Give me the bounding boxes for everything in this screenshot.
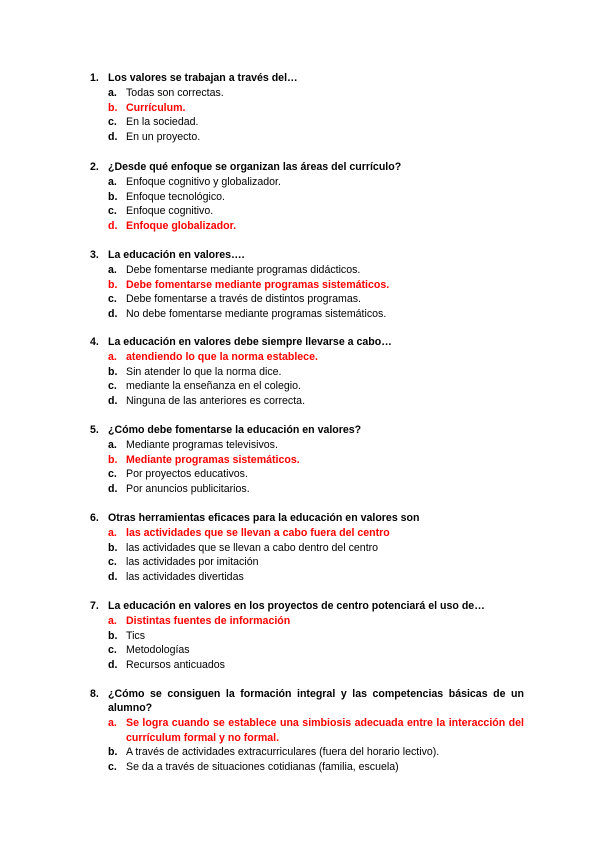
question-2 bbox=[90, 160, 524, 233]
option-a: a. Debe fomentarse mediante programas didácticos. bbox=[108, 264, 361, 276]
option-d-correct: d. Enfoque globalizador. bbox=[108, 219, 237, 232]
option-d: d. No debe fomentarse mediante programas sistemáticos. bbox=[108, 307, 387, 320]
option-list bbox=[90, 350, 524, 408]
question-4 bbox=[90, 335, 524, 408]
question-number: 7. bbox=[90, 600, 99, 612]
question-5 bbox=[90, 423, 524, 496]
question-text: La educación en valores debe siempre llevarse a cabo… bbox=[108, 336, 392, 348]
option-list bbox=[90, 438, 524, 496]
option-a: a. Enfoque cognitivo y globalizador. bbox=[108, 176, 281, 188]
option-a-correct: a. atendiendo lo que la norma establece. bbox=[108, 351, 318, 363]
option-d: d. Ninguna de las anteriores es correcta. bbox=[108, 394, 306, 407]
option-c: c. Por proyectos educativos. bbox=[108, 468, 248, 481]
option-c: c. Enfoque cognitivo. bbox=[108, 205, 214, 218]
question-text: La educación en valores…. bbox=[108, 249, 245, 261]
question-number: 3. bbox=[90, 249, 99, 261]
option-c: c. En la sociedad. bbox=[108, 116, 199, 129]
question-text: ¿Cómo debe fomentarse la educación en valores? bbox=[108, 424, 362, 436]
question-text: Los valores se trabajan a través del… bbox=[108, 72, 298, 84]
question-number: 4. bbox=[90, 336, 99, 348]
option-a-correct: a. las actividades que se llevan a cabo fuera del centro bbox=[108, 527, 390, 539]
question-text: La educación en valores en los proyectos de centro potenciará el uso de… bbox=[108, 600, 485, 612]
option-d: d. las actividades divertidas bbox=[108, 570, 244, 583]
option-b: b. Sin atender lo que la norma dice. bbox=[108, 365, 282, 378]
question-number: 6. bbox=[90, 512, 99, 524]
option-c: c. Metodologías bbox=[108, 644, 190, 657]
option-list bbox=[90, 716, 524, 774]
option-list bbox=[90, 526, 524, 584]
question-text: ¿Desde qué enfoque se organizan las áreas del currículo? bbox=[108, 161, 402, 173]
question-number: 2. bbox=[90, 161, 99, 173]
option-c: c. las actividades por imitación bbox=[108, 556, 259, 569]
option-list bbox=[90, 86, 524, 144]
option-list bbox=[90, 614, 524, 672]
question-1 bbox=[90, 71, 524, 144]
option-a-correct: a. Distintas fuentes de información bbox=[108, 615, 291, 627]
option-b-correct: b. Mediante programas sistemáticos. bbox=[108, 453, 300, 466]
option-d: d. Recursos anticuados bbox=[108, 658, 225, 671]
option-list bbox=[90, 263, 524, 321]
option-a: a. Mediante programas televisivos. bbox=[108, 439, 278, 451]
question-6 bbox=[90, 511, 524, 584]
option-b: b. Enfoque tecnológico. bbox=[108, 190, 225, 203]
option-d: d. Por anuncios publicitarios. bbox=[108, 482, 250, 495]
option-b-correct: b. Currículum. bbox=[108, 101, 186, 114]
question-number: 8. bbox=[90, 688, 99, 700]
option-a: a. Todas son correctas. bbox=[108, 87, 224, 99]
option-list bbox=[90, 175, 524, 233]
question-7 bbox=[90, 599, 524, 672]
question-8 bbox=[90, 687, 524, 774]
option-c: c. mediante la enseñanza en el colegio. bbox=[108, 380, 301, 393]
question-text: Otras herramientas eficaces para la educación en valores son bbox=[108, 512, 420, 524]
question-number: 1. bbox=[90, 72, 99, 84]
option-c: c. Debe fomentarse a través de distintos programas. bbox=[108, 293, 361, 306]
option-b: b. las actividades que se llevan a cabo dentro del centro bbox=[108, 541, 379, 554]
option-b-correct: b. Debe fomentarse mediante programas sistemáticos. bbox=[108, 278, 390, 291]
option-b: b. Tics bbox=[108, 629, 146, 642]
question-text: ¿Cómo se consiguen la formación integral y las competencias básicas de un alumno? bbox=[108, 688, 524, 714]
question-3 bbox=[90, 248, 524, 321]
option-c: c. Se da a través de situaciones cotidianas (familia, escuela) bbox=[108, 760, 399, 773]
option-d: d. En un proyecto. bbox=[108, 130, 201, 143]
question-number: 5. bbox=[90, 424, 99, 436]
option-a-correct: a. Se logra cuando se establece una simbiosis adecuada entre la interacción del currículum formal y no formal. bbox=[108, 717, 524, 744]
option-b: b. A través de actividades extracurriculares (fuera del horario lectivo). bbox=[108, 746, 440, 759]
